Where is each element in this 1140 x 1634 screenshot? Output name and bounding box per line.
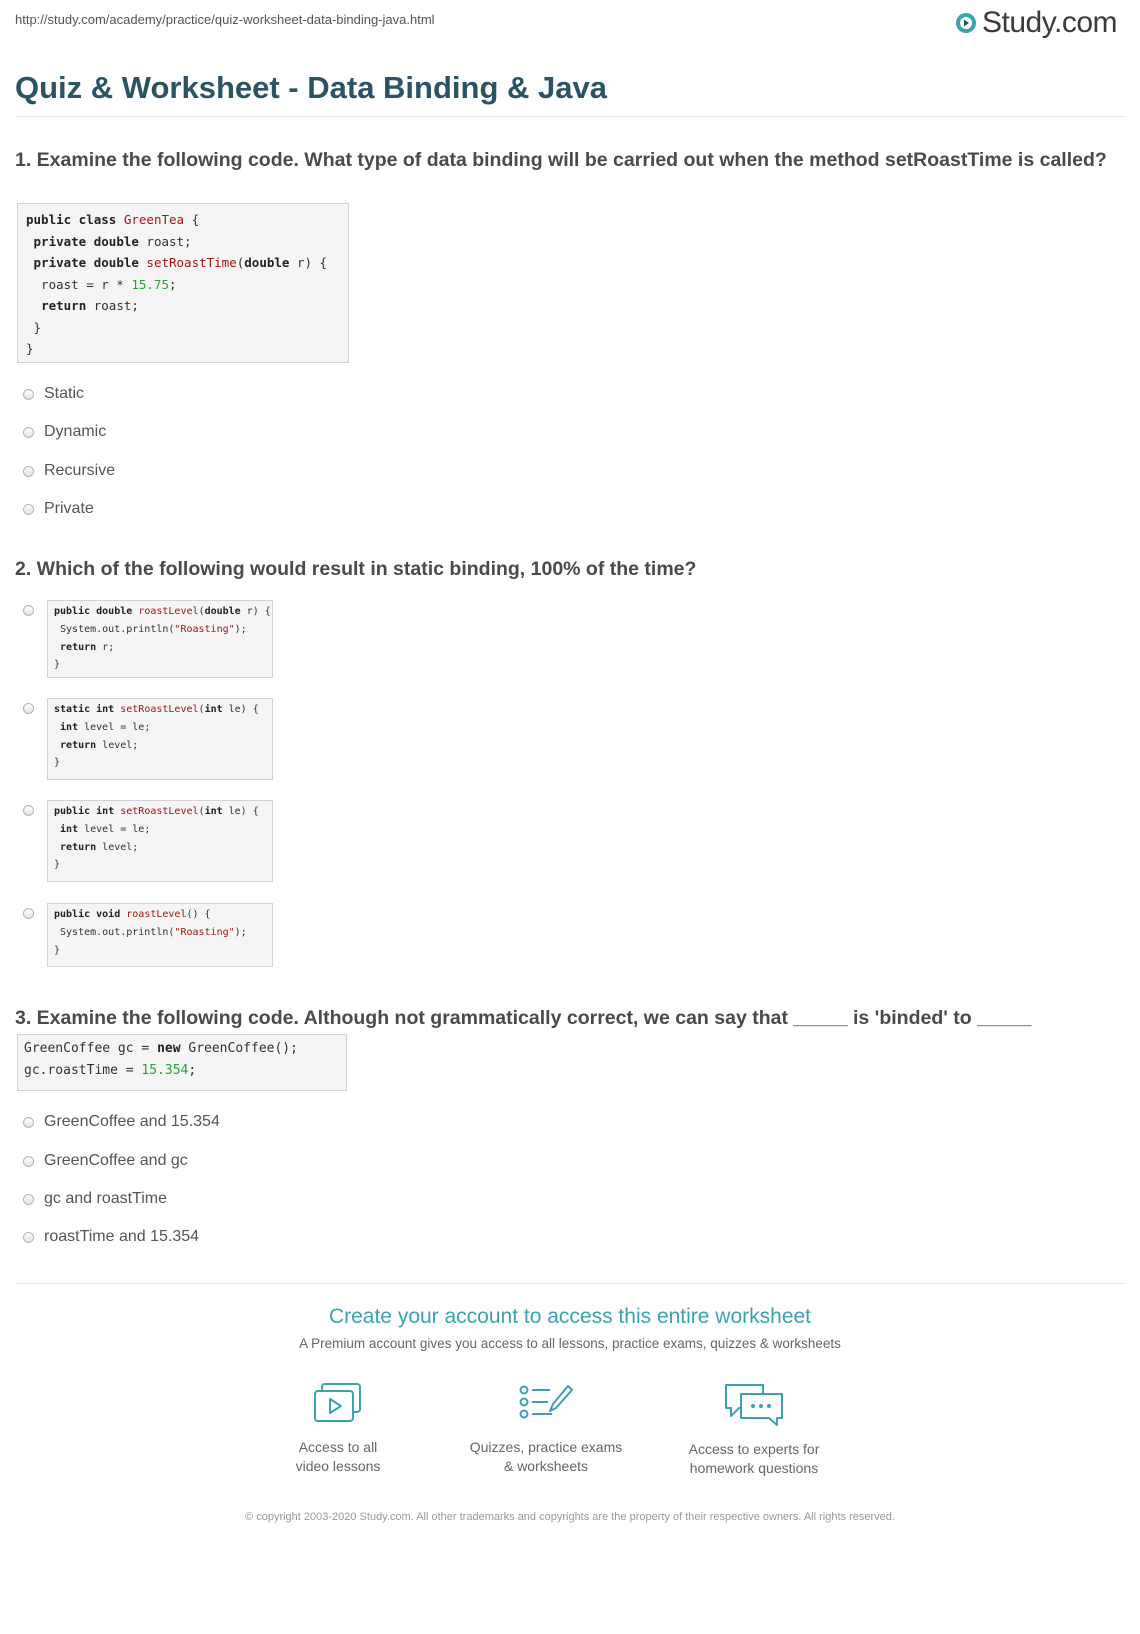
divider — [15, 116, 1125, 117]
question-1-text: 1. Examine the following code. What type of data binding will be carried out when the method setRoastTime is called? — [15, 149, 1107, 171]
radio-button[interactable] — [23, 427, 34, 438]
question-2-option-3-code[interactable]: public int setRoastLevel(int le) { int level = le; return level; } — [47, 800, 273, 882]
divider — [15, 1283, 1125, 1284]
question-2-option-2-code[interactable]: static int setRoastLevel(int le) { int level = le; return level; } — [47, 698, 273, 780]
page-url: http://study.com/academy/practice/quiz-worksheet-data-binding-java.html — [15, 12, 435, 27]
question-1-option-1[interactable]: Static — [23, 385, 84, 403]
question-3-option-1[interactable]: GreenCoffee and 15.354 — [23, 1113, 220, 1131]
feature-label-line-2: & worksheets — [503, 1458, 589, 1474]
study-logo[interactable] — [954, 6, 1117, 40]
question-1-option-3[interactable]: Recursive — [23, 462, 115, 480]
question-2-option-1-radio[interactable] — [23, 605, 34, 616]
create-account-link[interactable]: Create your account to access this entire worksheet — [328, 1305, 812, 1328]
question-3-text: 3. Examine the following code. Although not grammatically correct, we can say that _____ is 'binded' to _____ — [15, 1007, 1032, 1029]
chat-bubbles-icon — [723, 1382, 785, 1426]
feature-label-line-2: video lessons — [295, 1458, 381, 1474]
video-lesson-icon — [312, 1382, 364, 1424]
page-title: Quiz & Worksheet - Data Binding & Java — [15, 70, 607, 105]
radio-button[interactable] — [23, 1232, 34, 1243]
feature-label-line-1: Access to experts for — [688, 1441, 820, 1457]
radio-button[interactable] — [23, 504, 34, 515]
question-1-option-2[interactable]: Dynamic — [23, 423, 106, 441]
feature-quizzes — [446, 1382, 646, 1476]
question-3-option-3[interactable]: gc and roastTime — [23, 1190, 167, 1208]
feature-label-line-1: Quizzes, practice exams — [469, 1439, 623, 1455]
feature-label-line-1: Access to all — [298, 1439, 378, 1455]
question-2-text: 2. Which of the following would result in static binding, 100% of the time? — [15, 558, 697, 580]
feature-label-line-2: homework questions — [689, 1460, 819, 1476]
feature-experts — [654, 1382, 854, 1478]
radio-button[interactable] — [23, 1156, 34, 1167]
question-2-option-4-radio[interactable] — [23, 908, 34, 919]
quiz-list-icon — [518, 1382, 574, 1424]
question-2-option-1-code[interactable]: public double roastLevel(double r) { System.out.println("Roasting"); return r; } — [47, 600, 273, 678]
question-3-option-4[interactable]: roastTime and 15.354 — [23, 1228, 199, 1246]
question-2-option-3-radio[interactable] — [23, 805, 34, 816]
question-1-option-4[interactable]: Private — [23, 500, 94, 518]
radio-button[interactable] — [23, 466, 34, 477]
radio-button[interactable] — [23, 1117, 34, 1128]
feature-video-lessons — [238, 1382, 438, 1476]
question-3-option-2[interactable]: GreenCoffee and gc — [23, 1152, 188, 1170]
question-2-option-2-radio[interactable] — [23, 703, 34, 714]
radio-button[interactable] — [23, 1194, 34, 1205]
play-circle-icon — [954, 11, 978, 35]
promo-subtitle: A Premium account gives you access to all lessons, practice exams, quizzes & worksheets — [299, 1336, 841, 1351]
question-2-option-4-code[interactable]: public void roastLevel() { System.out.println("Roasting"); } — [47, 903, 273, 967]
logo-text: Study.com — [982, 6, 1117, 39]
copyright-text: © copyright 2003-2020 Study.com. All other trademarks and copyrights are the property of their respective owners. All rights reserved. — [245, 1511, 895, 1523]
radio-button[interactable] — [23, 389, 34, 400]
question-1-code: public class GreenTea { private double roast; private double setRoastTime(double r) { roast = r * 15.75; return roast; } } — [17, 203, 349, 363]
question-3-code: GreenCoffee gc = new GreenCoffee(); gc.roastTime = 15.354; — [17, 1034, 347, 1091]
